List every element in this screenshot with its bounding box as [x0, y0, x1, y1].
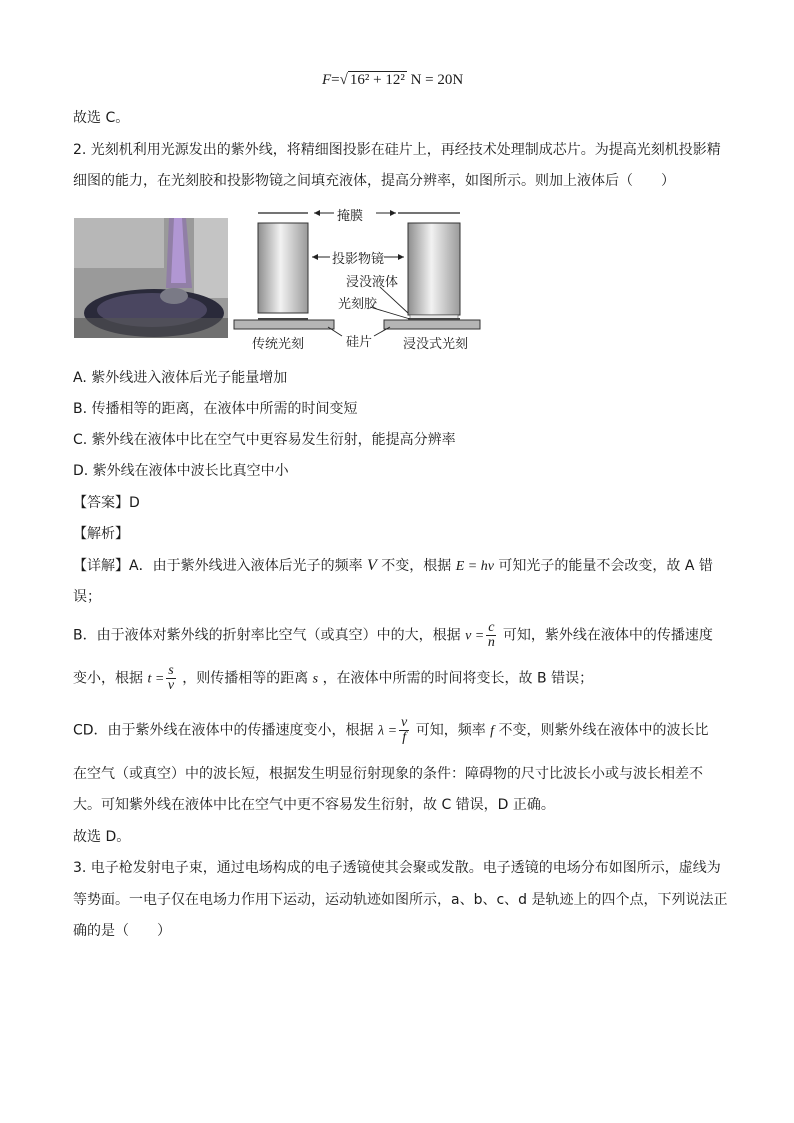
analysis-heading: 【解析】	[73, 526, 129, 542]
detail-b-line2: 变小，根据 t = $\frac{s}{v}$ ，则传播相等的距离 s ，在液体中所需的时间将变长，故 B 错误；	[73, 663, 594, 693]
fraction-s-over-v: $\frac{s}{v}$	[167, 663, 175, 693]
question-2-line2: 细图的能力，在光刻胶和投影物镜之间填充液体，提高分辨率，如图所示。则加上液体后（ ）	[73, 173, 675, 189]
fraction-c-over-n: $\frac{c}{n}$	[487, 620, 495, 650]
formula-eq: =	[331, 72, 340, 88]
detail-a-line1: 【详解】A．由于紫外线进入液体后光子的频率 V 不变，根据 E = hν 可知光子的能量不会改变，故 A 错	[73, 557, 713, 574]
detail-cd-line3: 大。可知紫外线在液体中比在空气中更不容易发生衍射，故 C 错误，D 正确。	[73, 797, 555, 813]
label-immersion: 浸没式光刻	[403, 337, 469, 352]
detail-b-line1: B．由于液体对紫外线的折射率比空气（或真空）中的大，根据 v = $\frac{c}{n}$ 可知，紫外线在液体中的传播速度	[73, 620, 713, 650]
label-mask: 掩膜	[337, 209, 364, 224]
option-c: C. 紫外线在液体中比在空气中更容易发生衍射，能提高分辨率	[73, 432, 456, 448]
formula-lhs: F	[322, 72, 332, 88]
right-wafer	[384, 320, 480, 329]
lithography-photo	[74, 218, 228, 338]
right-objective-lens	[408, 223, 460, 315]
left-wafer	[234, 320, 334, 329]
text-line: 故选 D。	[73, 829, 131, 845]
formula-e-h-nu: E = hν	[455, 559, 494, 574]
label-traditional: 传统光刻	[252, 337, 305, 352]
question-2-line1: 2. 光刻机利用光源发出的紫外线，将精细图投影在硅片上，再经技术处理制成芯片。为提高光刻机投影精	[73, 142, 721, 158]
lithography-photo-art	[74, 218, 228, 338]
fraction-v-over-f: $\frac{v}{f}$	[401, 715, 408, 745]
formula-radicand: 16² + 12²	[349, 72, 405, 88]
label-liquid: 浸没液体	[346, 275, 399, 290]
sqrt-sign: √	[339, 72, 348, 88]
formula-unit: N = 20N	[410, 72, 464, 88]
label-resist: 光刻胶	[338, 297, 378, 312]
option-b: B. 传播相等的距离，在液体中所需的时间变短	[73, 401, 358, 417]
left-objective-lens	[258, 223, 308, 313]
top-formula	[322, 72, 463, 89]
detail-cd-line1: CD．由于紫外线在液体中的传播速度变小，根据 λ = $\frac{v}{f}$ 可知，频率 f 不变，则紫外线在液体中的波长比	[73, 715, 709, 745]
question-3-line1: 3. 电子枪发射电子束，通过电场构成的电子透镜使其会聚或发散。电子透镜的电场分布如图所示，虚线为	[73, 860, 721, 876]
label-wafer: 硅片	[346, 335, 373, 350]
question-3-line2: 等势面。一电子仅在电场力作用下运动，运动轨迹如图所示，a、b、c、d 是轨迹上的四个点，下列说法正	[73, 892, 728, 908]
symbol-nu: V	[367, 557, 377, 574]
text-line: 故选 C。	[73, 110, 130, 126]
label-lens: 投影物镜	[332, 252, 385, 267]
question-3-line3: 确的是（ ）	[73, 923, 171, 939]
answer-line: 【答案】D	[73, 495, 140, 511]
detail-a-line2: 误；	[73, 589, 101, 605]
option-d: D. 紫外线在液体中波长比真空中小	[73, 463, 289, 479]
option-a: A. 紫外线进入液体后光子能量增加	[73, 370, 288, 386]
detail-cd-line2: 在空气（或真空）中的波长短，根据发生明显衍射现象的条件：障碍物的尺寸比波长小或与波长相差不	[73, 766, 703, 782]
